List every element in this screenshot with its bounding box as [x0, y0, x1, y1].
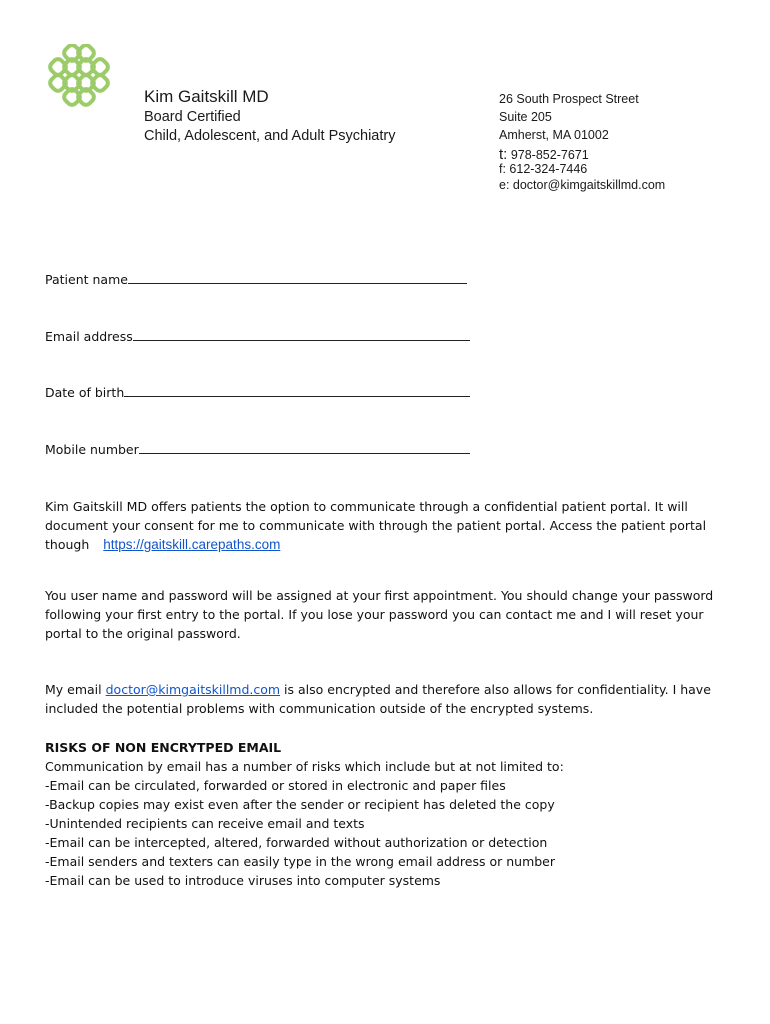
email-line-1: My email doctor@kimgaitskillmd.com is also encrypted and therefore also allows for confidentiality. I have	[45, 682, 711, 697]
portal-paragraph	[45, 497, 745, 554]
password-paragraph	[45, 586, 745, 643]
password-line-3: portal to the original password.	[45, 626, 241, 641]
patient-name-label: Patient name	[45, 272, 128, 287]
email-address-field[interactable]	[45, 327, 470, 344]
address-email: e: doctor@kimgaitskillmd.com	[499, 178, 666, 192]
address-suite: Suite 205	[499, 110, 552, 124]
credential-specialty: Child, Adolescent, and Adult Psychiatry	[144, 128, 396, 144]
risks-heading: RISKS OF NON ENCRYTPED EMAIL	[45, 740, 282, 755]
risk-item: -Email can be intercepted, altered, forwarded without authorization or detection	[45, 835, 548, 850]
date-of-birth-label: Date of birth	[45, 385, 125, 400]
mobile-number-input-line[interactable]	[139, 440, 470, 454]
email-address-label: Email address	[45, 329, 133, 344]
risks-intro: Communication by email has a number of risks which include but at not limited to:	[45, 759, 564, 774]
address-fax: f: 612-324-7446	[499, 162, 588, 176]
risk-item: -Backup copies may exist even after the sender or recipient has deleted the copy	[45, 797, 555, 812]
risk-item: -Email senders and texters can easily type in the wrong email address or number	[45, 854, 556, 869]
risk-item: -Email can be circulated, forwarded or stored in electronic and paper files	[45, 778, 506, 793]
email-line-2: included the potential problems with communication outside of the encrypted systems.	[45, 701, 594, 716]
risk-item: -Email can be used to introduce viruses into computer systems	[45, 873, 441, 888]
risks-section	[45, 738, 745, 890]
celtic-knot-logo-icon	[43, 44, 111, 108]
address-city: Amherst, MA 01002	[499, 128, 609, 142]
password-line-2: following your first entry to the portal. If you lose your password you can contact me and I will reset your	[45, 607, 704, 622]
patient-name-input-line[interactable]	[128, 270, 467, 284]
mobile-number-label: Mobile number	[45, 442, 139, 457]
address-street: 26 South Prospect Street	[499, 92, 639, 106]
portal-line-1: Kim Gaitskill MD offers patients the option to communicate through a confidential patient portal. It will	[45, 499, 688, 514]
doctor-name: Kim Gaitskill MD	[144, 87, 269, 106]
patient-name-field[interactable]	[45, 270, 467, 287]
credential-board: Board Certified	[144, 109, 241, 125]
mobile-number-field[interactable]	[45, 440, 470, 457]
address-block	[499, 92, 665, 196]
email-paragraph	[45, 680, 745, 718]
password-line-1: You user name and password will be assigned at your first appointment. You should change your password	[45, 588, 714, 603]
email-address-input-line[interactable]	[133, 327, 470, 341]
portal-link[interactable]: https://gaitskill.carepaths.com	[103, 537, 281, 552]
risk-item: -Unintended recipients can receive email and texts	[45, 816, 365, 831]
email-link[interactable]: doctor@kimgaitskillmd.com	[105, 682, 281, 697]
date-of-birth-field[interactable]	[45, 383, 470, 400]
date-of-birth-input-line[interactable]	[124, 383, 470, 397]
portal-line-2: document your consent for me to communicate with through the patient portal. Access the patient portal	[45, 518, 707, 533]
address-phone: t: 978-852-7671	[499, 146, 589, 163]
portal-line-3: though https://gaitskill.carepaths.com	[45, 537, 281, 552]
